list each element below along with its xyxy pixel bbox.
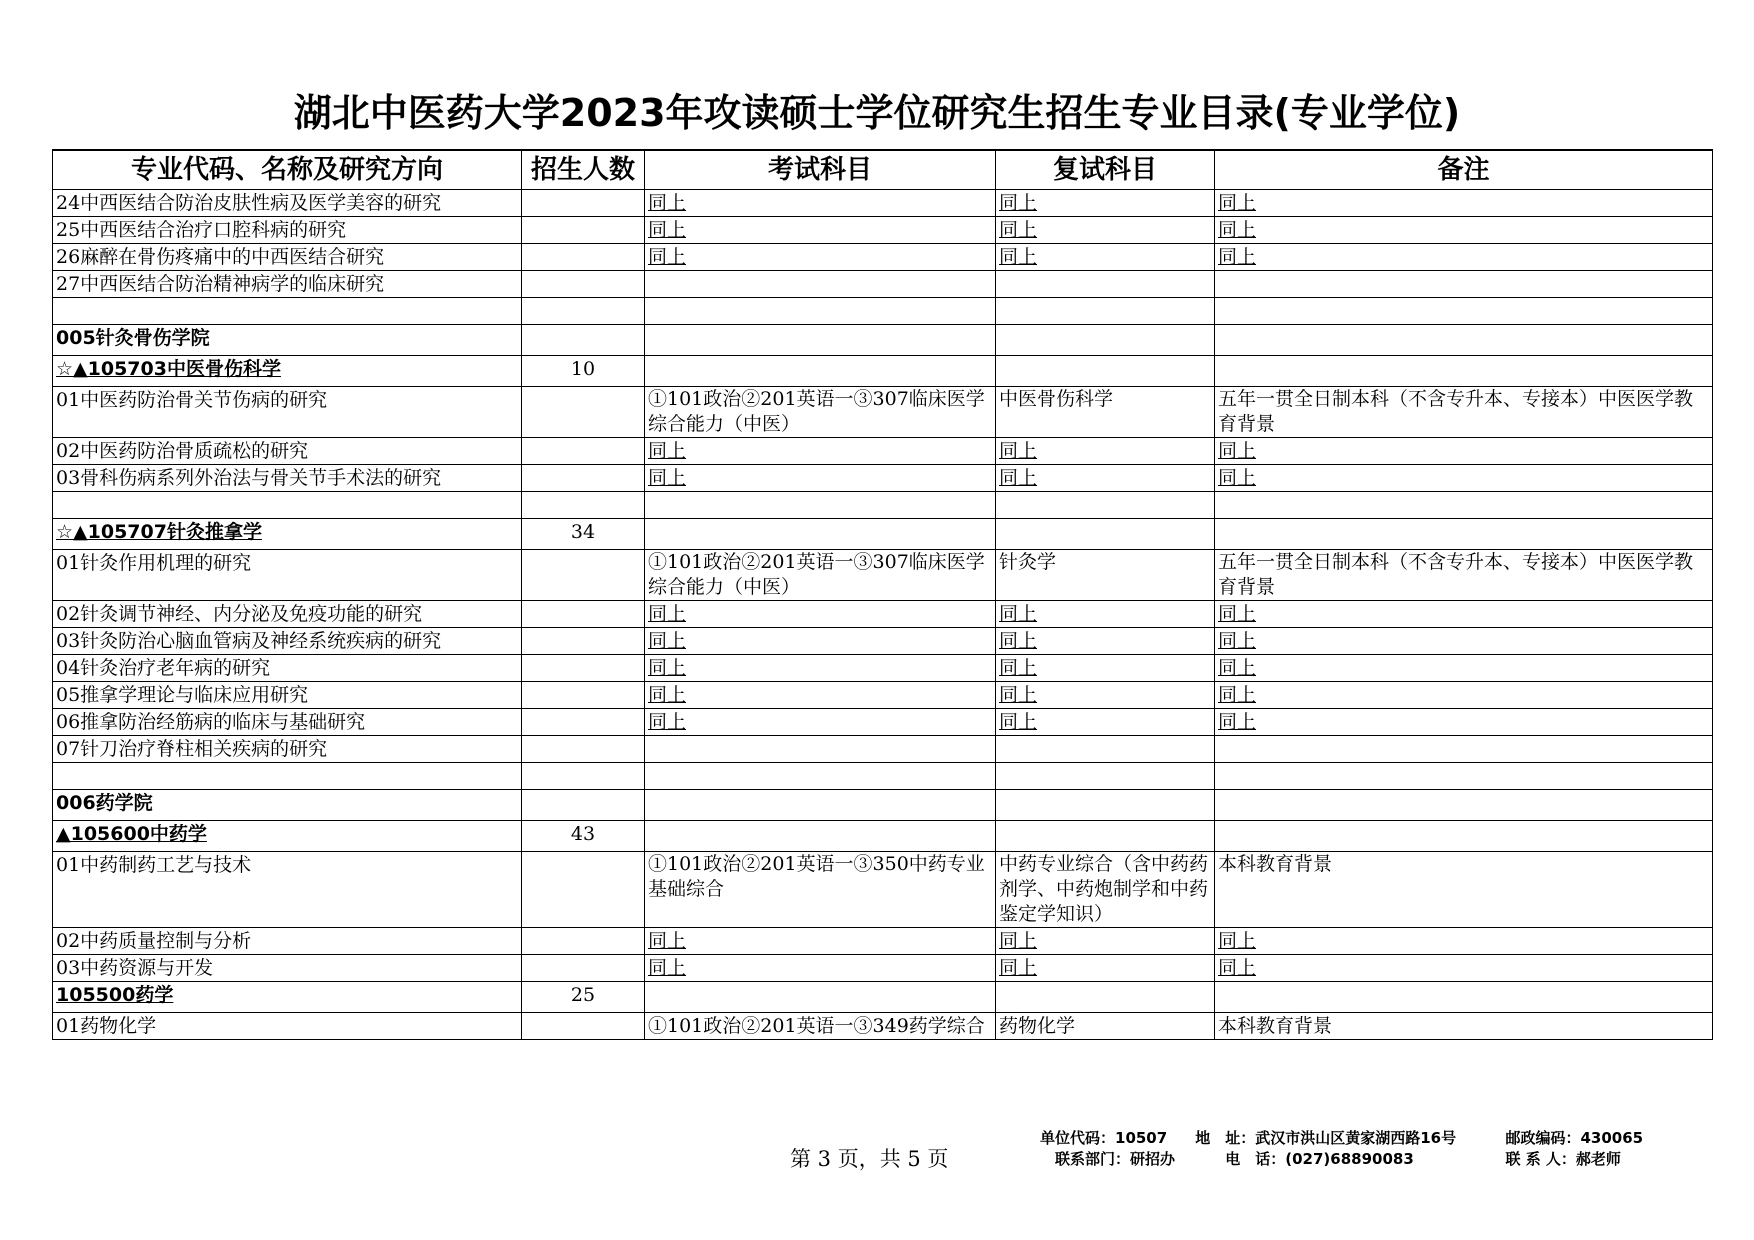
postcode: 邮政编码：430065	[1505, 1129, 1644, 1147]
direction-name: 05推拿学理论与临床应用研究	[53, 682, 522, 709]
retest-subjects: 同上	[996, 928, 1215, 955]
enroll-count	[522, 1013, 645, 1040]
enroll-count	[522, 928, 645, 955]
direction-name: 26麻醉在骨伤疼痛中的中西医结合研究	[53, 244, 522, 271]
direction-name: 01针灸作用机理的研究	[53, 550, 522, 601]
remarks: 同上	[1215, 928, 1713, 955]
enroll-count: 25	[522, 982, 645, 1013]
direction-name: 01中药制药工艺与技术	[53, 852, 522, 928]
exam-subjects: 同上	[645, 955, 996, 982]
direction-name: 02针灸调节神经、内分泌及免疫功能的研究	[53, 601, 522, 628]
retest-subjects: 同上	[996, 955, 1215, 982]
direction-name: 02中医药防治骨质疏松的研究	[53, 438, 522, 465]
retest-subjects: 同上	[996, 628, 1215, 655]
retest-subjects: 同上	[996, 709, 1215, 736]
major-name: ▲105600中药学	[53, 821, 522, 852]
table-row	[53, 190, 1713, 217]
major-row	[53, 821, 1713, 852]
enroll-count: 10	[522, 356, 645, 387]
exam-subjects: 同上	[645, 465, 996, 492]
enroll-count	[522, 601, 645, 628]
enroll-count	[522, 465, 645, 492]
major-row	[53, 982, 1713, 1013]
exam-subjects: ①101政治②201英语一③307临床医学综合能力（中医）	[645, 387, 996, 438]
table-row	[53, 709, 1713, 736]
table-row	[53, 682, 1713, 709]
enroll-count	[522, 217, 645, 244]
retest-subjects: 针灸学	[996, 550, 1215, 601]
exam-subjects: 同上	[645, 655, 996, 682]
direction-name: 06推拿防治经筋病的临床与基础研究	[53, 709, 522, 736]
exam-subjects	[645, 271, 996, 298]
blank-row	[53, 492, 1713, 519]
exam-subjects: 同上	[645, 928, 996, 955]
exam-subjects: ①101政治②201英语一③350中药专业基础综合	[645, 852, 996, 928]
retest-subjects	[996, 271, 1215, 298]
header-note: 备注	[1215, 150, 1713, 190]
page-number: 第 3 页，共 5 页	[790, 1147, 949, 1171]
remarks: 同上	[1215, 465, 1713, 492]
retest-subjects: 同上	[996, 465, 1215, 492]
contact-person: 联 系 人：郝老师	[1505, 1150, 1621, 1168]
remarks: 本科教育背景	[1215, 852, 1713, 928]
direction-name: 03中药资源与开发	[53, 955, 522, 982]
retest-subjects: 同上	[996, 438, 1215, 465]
table-row	[53, 852, 1713, 928]
remarks: 同上	[1215, 655, 1713, 682]
exam-subjects: 同上	[645, 190, 996, 217]
remarks: 同上	[1215, 190, 1713, 217]
retest-subjects: 同上	[996, 190, 1215, 217]
table-row	[53, 655, 1713, 682]
table-row	[53, 736, 1713, 763]
section-row	[53, 790, 1713, 821]
enroll-count	[522, 736, 645, 763]
retest-subjects: 同上	[996, 244, 1215, 271]
table-row	[53, 928, 1713, 955]
blank-row	[53, 763, 1713, 790]
major-name: 105500药学	[53, 982, 522, 1013]
enroll-count	[522, 550, 645, 601]
major-name: ☆▲105703中医骨伤科学	[53, 356, 522, 387]
enroll-count	[522, 682, 645, 709]
table-row	[53, 1013, 1713, 1040]
direction-name: 07针刀治疗脊柱相关疾病的研究	[53, 736, 522, 763]
remarks	[1215, 736, 1713, 763]
remarks: 同上	[1215, 217, 1713, 244]
retest-subjects: 中医骨伤科学	[996, 387, 1215, 438]
section-row	[53, 325, 1713, 356]
section-name: 005针灸骨伤学院	[53, 325, 522, 356]
enroll-count: 43	[522, 821, 645, 852]
major-row	[53, 356, 1713, 387]
blank-row	[53, 298, 1713, 325]
major-row	[53, 519, 1713, 550]
contact-department: 联系部门：研招办	[1055, 1150, 1176, 1168]
exam-subjects: ①101政治②201英语一③307临床医学综合能力（中医）	[645, 550, 996, 601]
table-row	[53, 438, 1713, 465]
header-exam: 考试科目	[645, 150, 996, 190]
enroll-count	[522, 628, 645, 655]
exam-subjects	[645, 736, 996, 763]
exam-subjects: 同上	[645, 438, 996, 465]
remarks: 同上	[1215, 955, 1713, 982]
table-row	[53, 465, 1713, 492]
table-row	[53, 601, 1713, 628]
enroll-count	[522, 190, 645, 217]
unit-code: 单位代码：10507	[1040, 1129, 1168, 1147]
direction-name: 02中药质量控制与分析	[53, 928, 522, 955]
table-row	[53, 628, 1713, 655]
direction-name: 04针灸治疗老年病的研究	[53, 655, 522, 682]
table-row	[53, 955, 1713, 982]
enroll-count	[522, 852, 645, 928]
header-retest: 复试科目	[996, 150, 1215, 190]
retest-subjects: 同上	[996, 682, 1215, 709]
enroll-count	[522, 955, 645, 982]
exam-subjects: 同上	[645, 682, 996, 709]
remarks: 同上	[1215, 438, 1713, 465]
direction-name: 03针灸防治心脑血管病及神经系统疾病的研究	[53, 628, 522, 655]
enroll-count	[522, 387, 645, 438]
table-row	[53, 271, 1713, 298]
enroll-count	[522, 709, 645, 736]
retest-subjects: 中药专业综合（含中药药剂学、中药炮制学和中药鉴定学知识）	[996, 852, 1215, 928]
exam-subjects: 同上	[645, 709, 996, 736]
retest-subjects: 药物化学	[996, 1013, 1215, 1040]
direction-name: 24中西医结合防治皮肤性病及医学美容的研究	[53, 190, 522, 217]
table-row	[53, 244, 1713, 271]
retest-subjects: 同上	[996, 217, 1215, 244]
enroll-count	[522, 438, 645, 465]
exam-subjects: 同上	[645, 217, 996, 244]
remarks: 五年一贯全日制本科（不含专升本、专接本）中医医学教育背景	[1215, 387, 1713, 438]
direction-name: 25中西医结合治疗口腔科病的研究	[53, 217, 522, 244]
retest-subjects: 同上	[996, 601, 1215, 628]
remarks: 同上	[1215, 244, 1713, 271]
remarks: 同上	[1215, 682, 1713, 709]
enroll-count	[522, 244, 645, 271]
enroll-count: 34	[522, 519, 645, 550]
enroll-count	[522, 655, 645, 682]
direction-name: 01中医药防治骨关节伤病的研究	[53, 387, 522, 438]
table-header-row	[53, 150, 1713, 190]
remarks: 同上	[1215, 709, 1713, 736]
remarks: 同上	[1215, 628, 1713, 655]
header-count: 招生人数	[522, 150, 645, 190]
exam-subjects: ①101政治②201英语一③349药学综合	[645, 1013, 996, 1040]
remarks: 同上	[1215, 601, 1713, 628]
enroll-count	[522, 271, 645, 298]
direction-name: 27中西医结合防治精神病学的临床研究	[53, 271, 522, 298]
retest-subjects	[996, 736, 1215, 763]
table-row	[53, 217, 1713, 244]
major-name: ☆▲105707针灸推拿学	[53, 519, 522, 550]
header-major: 专业代码、名称及研究方向	[53, 150, 522, 190]
catalog-table	[52, 149, 1713, 1040]
exam-subjects: 同上	[645, 601, 996, 628]
retest-subjects: 同上	[996, 655, 1215, 682]
exam-subjects: 同上	[645, 244, 996, 271]
page-title: 湖北中医药大学2023年攻读硕士学位研究生招生专业目录(专业学位)	[293, 91, 1461, 135]
table-row	[53, 550, 1713, 601]
remarks: 五年一贯全日制本科（不含专升本、专接本）中医医学教育背景	[1215, 550, 1713, 601]
direction-name: 01药物化学	[53, 1013, 522, 1040]
remarks: 本科教育背景	[1215, 1013, 1713, 1040]
contact-info	[1040, 1128, 1643, 1170]
direction-name: 03骨科伤病系列外治法与骨关节手术法的研究	[53, 465, 522, 492]
table-row	[53, 387, 1713, 438]
remarks	[1215, 271, 1713, 298]
exam-subjects: 同上	[645, 628, 996, 655]
phone: 电 话：(027)68890083	[1225, 1150, 1414, 1168]
address: 地 址：武汉市洪山区黄家湖西路16号	[1195, 1129, 1457, 1147]
section-name: 006药学院	[53, 790, 522, 821]
